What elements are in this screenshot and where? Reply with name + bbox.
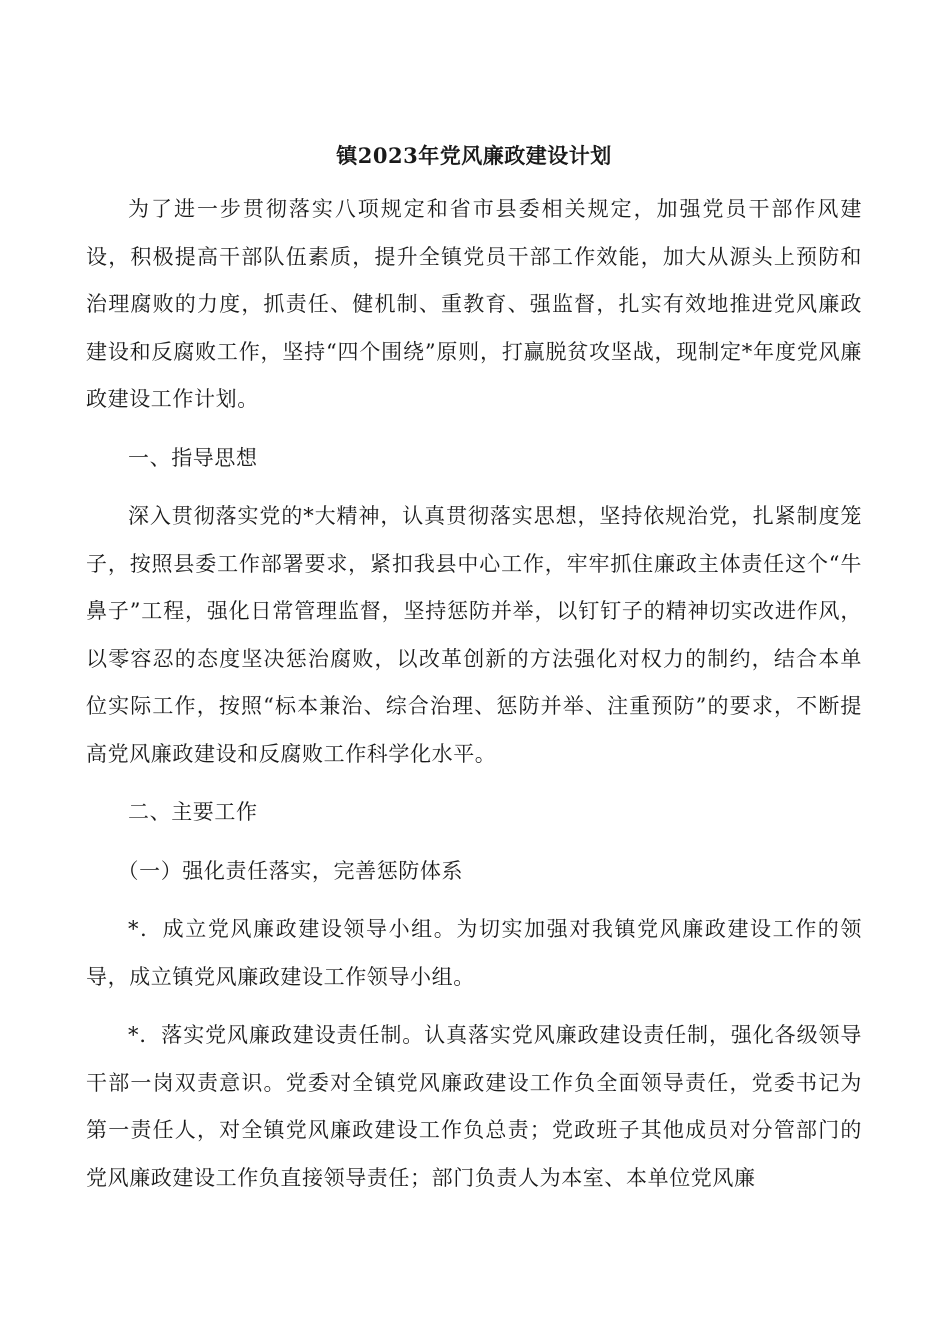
item-leading-group-paragraph: *．成立党风廉政建设领导小组。为切实加强对我镇党风廉政建设工作的领导，成立镇党风廉政建设工作领导小组。 (86, 917, 862, 989)
document-title: 镇2023年党风廉政建设计划 (336, 143, 612, 168)
section-heading-guiding-ideology: 一、指导思想 (128, 445, 258, 470)
section-heading-main-work: 二、主要工作 (128, 800, 258, 824)
subsection-heading-responsibility: （一）强化责任落实，完善惩防体系 (117, 858, 464, 883)
document-page (86, 140, 862, 1202)
intro-paragraph: 为了进一步贯彻落实八项规定和省市县委相关规定，加强党员干部作风建设，积极提高干部队伍素质，提升全镇党员干部工作效能，加大从源头上预防和治理腐败的力度，抓责任、健机制、重教育、强监督，扎实有效地推进党风廉政建设和反腐败工作，坚持“四个围绕”原则，打赢脱贫攻坚战，现制定*年度党风廉政建设工作计划。 (86, 197, 862, 411)
item-responsibility-system-paragraph: *．落实党风廉政建设责任制。认真落实党风廉政建设责任制，强化各级领导干部一岗双责意识。党委对全镇党风廉政建设工作负全面领导责任，党委书记为第一责任人，对全镇党风廉政建设工作负总责；党政班子其他成员对分管部门的党风廉政建设工作负直接领导责任；部门负责人为本室、本单位党风廉 (86, 1023, 862, 1190)
guiding-ideology-paragraph: 深入贯彻落实党的*大精神，认真贯彻落实思想，坚持依规治党，扎紧制度笼子，按照县委工作部署要求，紧扣我县中心工作，牢牢抓住廉政主体责任这个“牛鼻子”工程，强化日常管理监督，坚持惩防并举，以钉钉子的精神切实改进作风，以零容忍的态度坚决惩治腐败，以改革创新的方法强化对权力的制约，结合本单位实际工作，按照“标本兼治、综合治理、惩防并举、注重预防”的要求，不断提高党风廉政建设和反腐败工作科学化水平。 (86, 504, 862, 766)
